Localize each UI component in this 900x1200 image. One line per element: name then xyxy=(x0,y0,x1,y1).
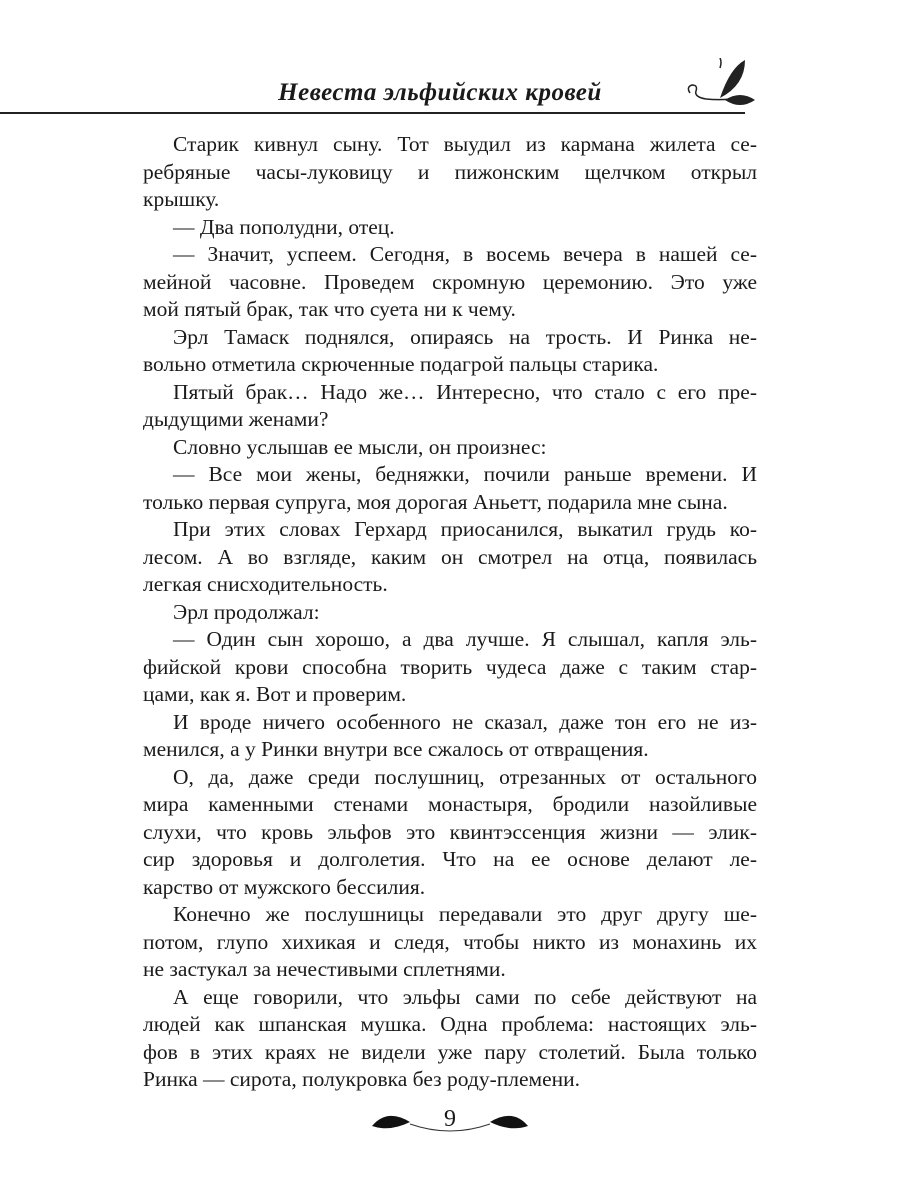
text-line: Пятый брак… Надо же… Интересно, что стало с его пре- xyxy=(173,379,757,404)
text-line: — Все мои жены, бедняжки, почили раньше времени. И xyxy=(173,462,757,486)
text-line: — Два пополудни, отец. xyxy=(173,214,395,239)
text-line: дыдущими женами? xyxy=(143,407,329,431)
text-line: мейной часовне. Проведем скромную церемонию. Это уже xyxy=(143,269,757,294)
text-line: лесом. А во взгляде, каким он смотрел на отца, появилась xyxy=(143,544,757,569)
leaf-ornament-icon xyxy=(680,58,760,118)
text-line: мира каменными стенами монастыря, бродили назойливые xyxy=(143,792,757,816)
text-line: только первая супруга, моя дорогая Аньетт, подарила мне сына. xyxy=(143,489,728,514)
page-number: 9 xyxy=(444,1106,456,1132)
text-line: менился, а у Ринки внутри все сжалось от отвращения. xyxy=(143,737,649,761)
text-line: потом, глупо хихикая и следя, чтобы никто из монахинь их xyxy=(143,929,757,954)
text-line: О, да, даже среди послушниц, отрезанных от остального xyxy=(173,764,757,789)
text-line: Конечно же послушницы передавали это друг другу ше- xyxy=(173,902,757,926)
text-line: людей как шпанская мушка. Одна проблема: настоящих эль- xyxy=(143,1012,757,1036)
header-rule xyxy=(0,112,745,114)
text-line: Ринка — сирота, полукровка без роду-племени. xyxy=(143,1067,581,1091)
text-line: Старик кивнул сыну. Тот выудил из кармана жилета се- xyxy=(173,132,757,156)
text-line: Эрл продолжал: xyxy=(173,599,320,624)
text-line: — Один сын хорошо, а два лучше. Я слышал, капля эль- xyxy=(173,627,757,651)
text-line: И вроде ничего особенного не сказал, даже тон его не из- xyxy=(173,709,757,734)
text-line: — Значит, успеем. Сегодня, в восемь вечера в нашей се- xyxy=(173,242,757,266)
text-line: легкая снисходительность. xyxy=(143,572,388,596)
text-line: карство от мужского бессилия. xyxy=(143,874,426,899)
text-line: А еще говорили, что эльфы сами по себе действуют на xyxy=(173,984,757,1009)
text-line: сир здоровья и долголетия. Что на ее основе делают ле- xyxy=(143,847,757,871)
text-line: ребряные часы-луковицу и пижонским щелчком открыл xyxy=(143,159,757,184)
running-header-title: Невеста эльфийских кровей xyxy=(278,79,602,106)
text-line: крышку. xyxy=(143,187,220,211)
page-body-text xyxy=(143,131,757,1094)
text-line: мой пятый брак, так что суета ни к чему. xyxy=(143,297,516,321)
text-line: не застукал за нечестивыми сплетнями. xyxy=(143,957,506,981)
text-line: фийской крови способна творить чудеса даже с таким стар- xyxy=(143,654,757,679)
text-line: вольно отметила скрюченные подагрой пальцы старика. xyxy=(143,352,659,376)
text-line: цами, как я. Вот и проверим. xyxy=(143,682,407,706)
text-line: Словно услышав ее мысли, он произнес: xyxy=(173,434,547,459)
text-line: фов в этих краях не видели уже пару столетий. Была только xyxy=(143,1039,757,1064)
text-line: При этих словах Герхард приосанился, выкатил грудь ко- xyxy=(173,517,757,541)
text-line: слухи, что кровь эльфов это квинтэссенция жизни — элик- xyxy=(143,819,757,844)
text-line: Эрл Тамаск поднялся, опираясь на трость. И Ринка не- xyxy=(173,324,757,349)
